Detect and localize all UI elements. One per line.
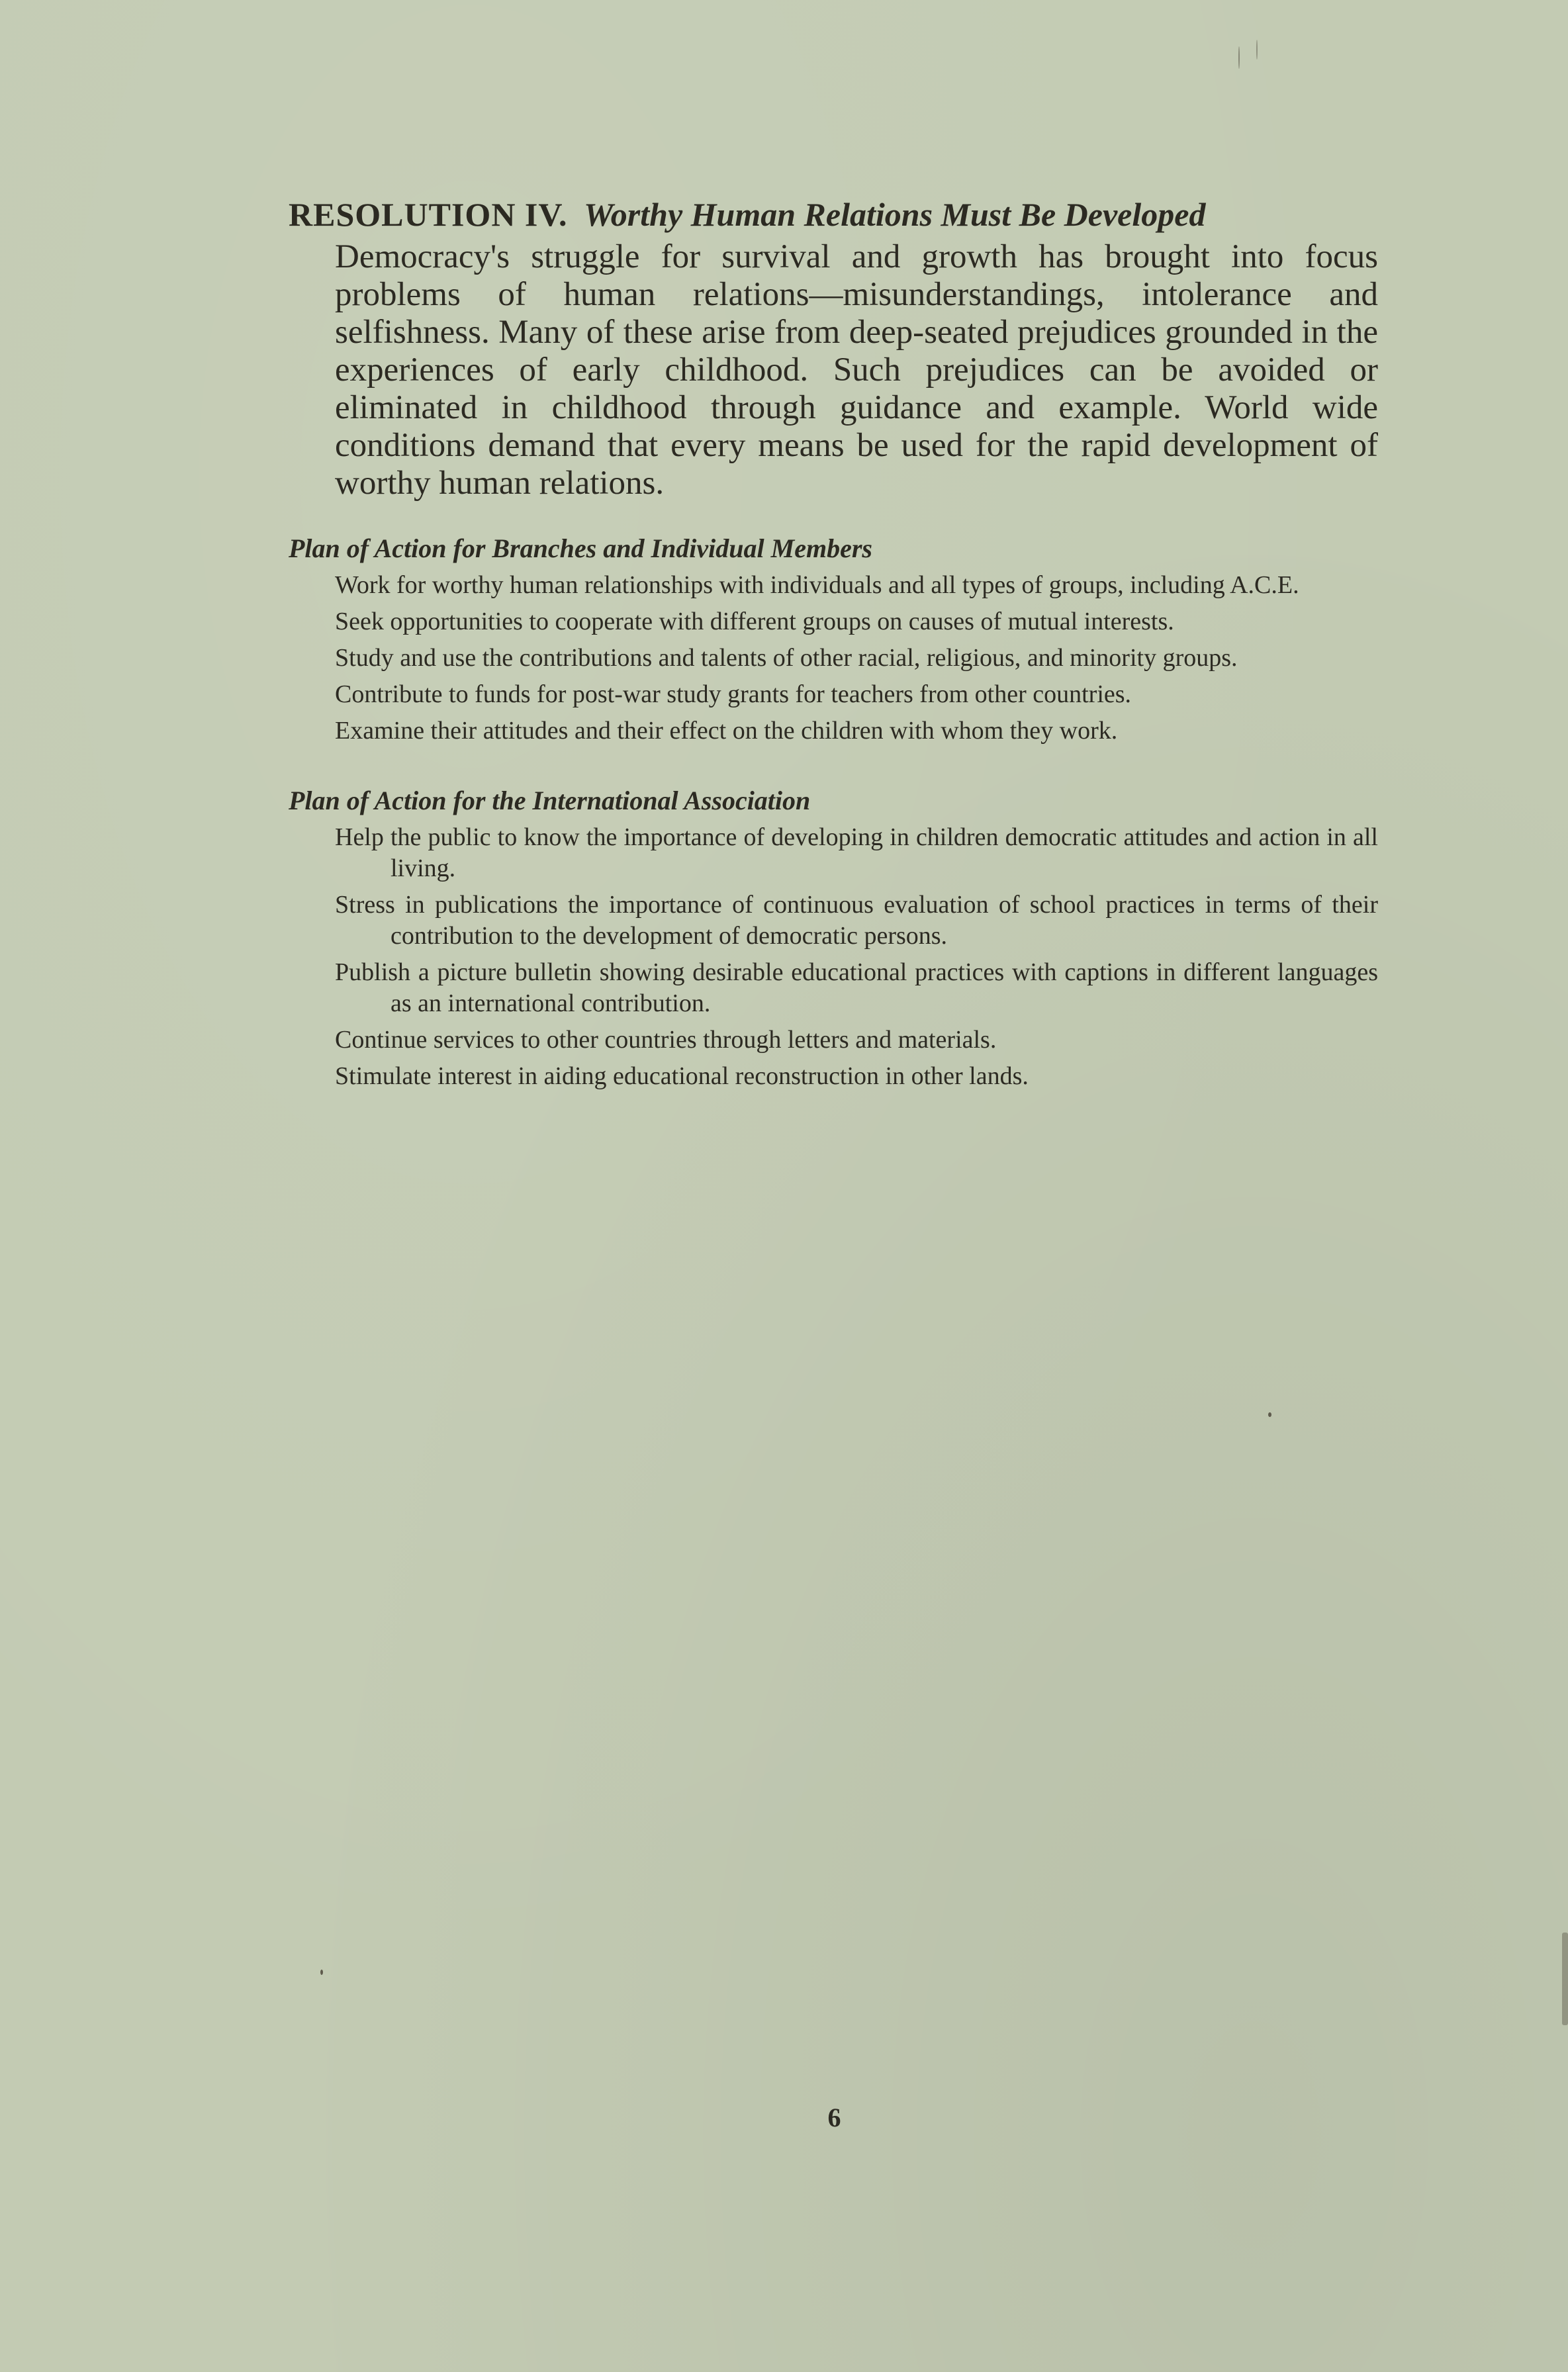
paper-speck (320, 1970, 323, 1975)
paper-speck (1256, 40, 1258, 60)
plan-branches-heading: Plan of Action for Branches and Individual Members (289, 533, 872, 563)
resolution-heading (289, 191, 1381, 238)
plan-international-heading: Plan of Action for the International Association (289, 786, 811, 815)
list-item: Examine their attitudes and their effect on the children with whom they work. (335, 717, 1118, 745)
page-number: 6 (827, 2103, 841, 2132)
list-item: Publish a picture bulletin showing desirable educational practices with captions in different languages as an international contribution. (335, 958, 1378, 1017)
list-item: Seek opportunities to cooperate with different groups on causes of mutual interests. (335, 608, 1174, 635)
resolution-title: Worthy Human Relations Must Be Developed (584, 196, 1206, 233)
page-content (289, 191, 1381, 1097)
list-item: Help the public to know the importance of developing in children democratic attitudes and action in all living. (335, 823, 1378, 882)
plan-branches-list (335, 570, 1378, 747)
resolution-paragraph: Democracy's struggle for survival and growth has brought into focus problems of human relations—misunderstandings, intolerance and selfishness. Many of these arise from deep-seated prejudices grounded in the experiences of early childhood. Such prejudices can be avoided or eliminated in childhood through guidance and example. World wide conditions demand that every means be used for the rapid development of worthy human relations. (335, 238, 1378, 502)
paper-speck (1268, 1412, 1271, 1417)
paper-speck (1562, 1933, 1568, 2025)
list-item: Continue services to other countries through letters and materials. (335, 1026, 997, 1054)
list-item: Stress in publications the importance of continuous evaluation of school practices in terms of their contribution to the development of democratic persons. (335, 891, 1378, 950)
list-item: Study and use the contributions and talents of other racial, religious, and minority groups. (335, 644, 1238, 672)
plan-international-list (335, 822, 1378, 1092)
paper-speck (1238, 46, 1240, 69)
list-item: Contribute to funds for post-war study grants for teachers from other countries. (335, 680, 1132, 708)
resolution-label: RESOLUTION IV. (289, 196, 568, 233)
list-item: Stimulate interest in aiding educational reconstruction in other lands. (335, 1062, 1029, 1090)
list-item: Work for worthy human relationships with individuals and all types of groups, including A.C.E. (335, 571, 1299, 599)
